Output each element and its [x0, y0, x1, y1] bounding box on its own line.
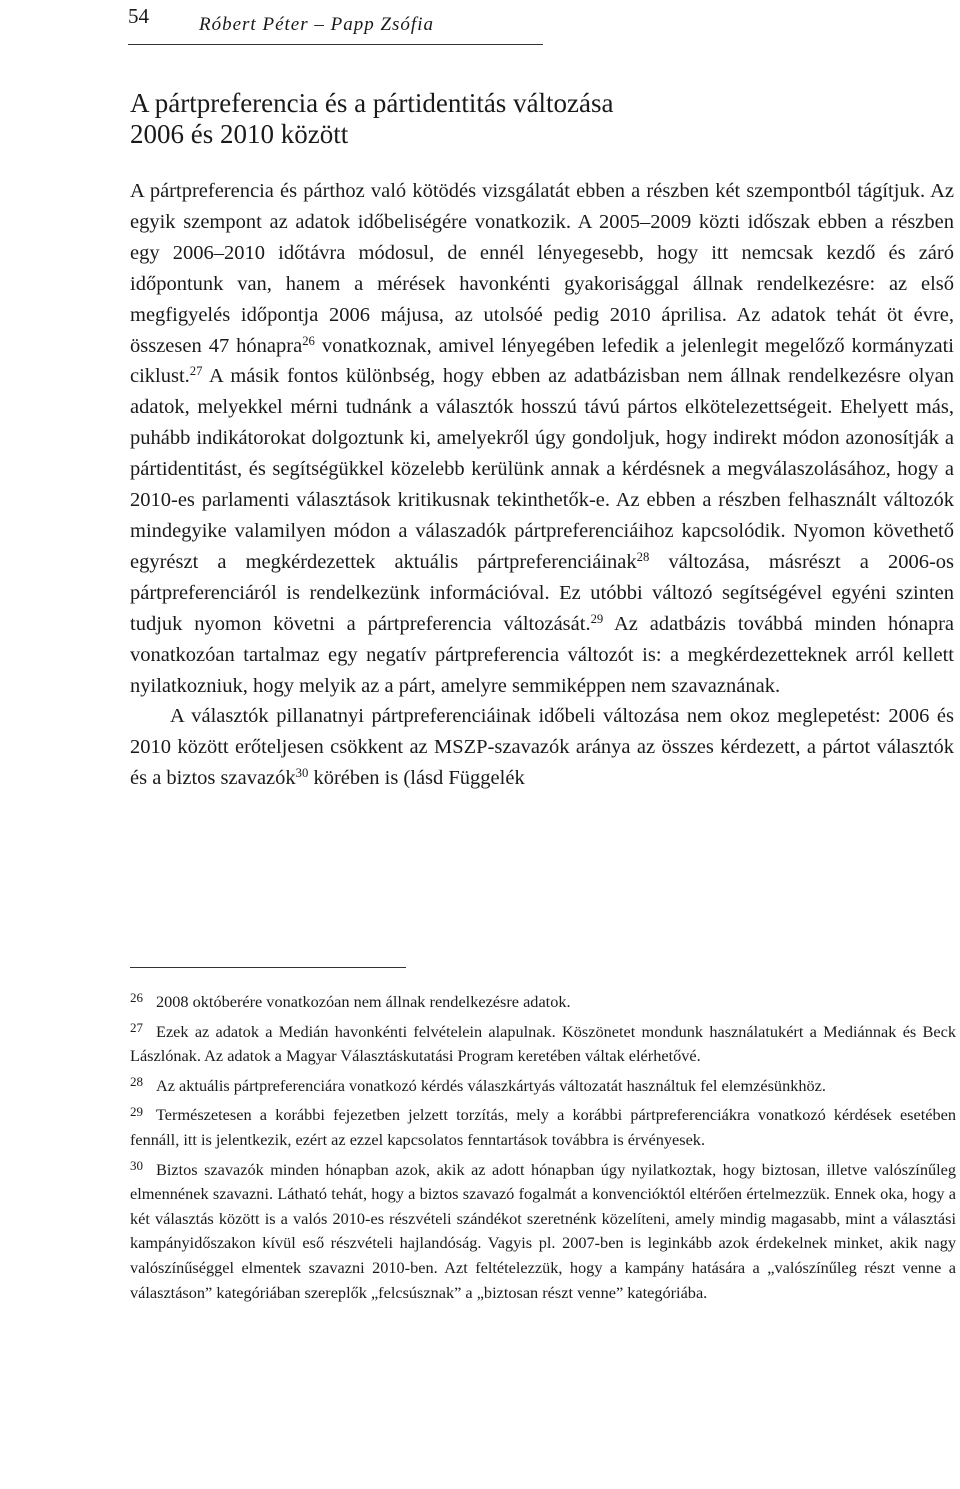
paragraph-text: A pártpreferencia és párthoz való kötödés vizsgálatát ebben a részben két szempontból tágítjuk. Az egyik szempont az adatok időbeliségére vonatkozik. A 2005–2009 közti időszak ebben a részben egy 2006–2010 időtávra módosul, de ennél lényegesebb, hogy itt nemcsak kezdő és záró időpontunk van, hanem a mérések havonkénti gyakorisággal állnak rendelkezésre: az első megfigyelés időpontja 2006 májusa, az utolsóé pedig 2010 áprilisa. Az adatok tehát öt évre, összesen 47 hónapra — [130, 180, 954, 357]
footnote-27: 27 Ezek az adatok a Medián havonkénti felvételein alapulnak. Köszönetet mondunk használatukért a Mediánnak és Beck Lászlónak. Az adatok a Magyar Választáskutatási Program keretében váltak elérhetővé. — [130, 1020, 956, 1066]
footnote-ref-29[interactable]: 29 — [590, 611, 604, 626]
footnote-ref-28[interactable]: 28 — [636, 549, 650, 564]
footnotes — [130, 990, 956, 1310]
paragraph-text: vonatkoznak, amivel lényegében lefedik a jelenlegit megelőző kormányzati ciklust. — [130, 334, 954, 388]
section-title-line-1: A pártpreferencia és a pártidentitás változása — [130, 88, 614, 118]
footnote-ref-26[interactable]: 26 — [302, 333, 315, 348]
paragraph-2 — [130, 701, 954, 794]
footnote-text: Biztos szavazók minden hónapban azok, akik az adott hónapban úgy nyilatkoztak, hogy biztosan, illetve valószínűleg elmennének szavazni. Látható tehát, hogy a biztos szavazó fogalmát a konvencióktól eltérően értelmezzük. Ennek oka, hogy a két választás között is a valós 2010-es részvételi szándékot szeretnénk közelíteni, amely mindig magasabb, mint a választási kampányidőszakon kívül eső részvételi hajlandóság. Vagyis pl. 2007-ben is leginkább azok érdekelnek minket, akik nagy valószínűséggel elmentek szavazni 2010-ben. Azt feltételezzük, hogy a kampány hatására a „valószínűleg részt venne a választáson” kategóriában szereplők „felcsúsznak” a „biztosan részt venne” kategóriába. — [130, 1159, 956, 1302]
footnote-29: 29 Természetesen a korábbi fejezetben jelzett torzítás, mely a korábbi pártpreferenciákra vonatkozó kérdések esetében fennáll, itt is jelentkezik, ezért az ezzel kapcsolatos fenntartások továbbra is érvényesek. — [130, 1103, 956, 1149]
footnote-28: 28 Az aktuális pártpreferenciára vonatkozó kérdés válaszkártyás változatát használtuk fel elemzésünkhöz. — [130, 1074, 826, 1095]
body-text — [130, 176, 954, 794]
running-head: Róbert Péter – Papp Zsófia — [199, 14, 434, 35]
page-number: 54 — [128, 4, 149, 28]
paragraph-text: A másik fontos különbség, hogy ebben az adatbázisban nem állnak rendelkezésre olyan adatok, melyekkel mérni tudnánk a választók hosszú távú pártos elkötelezettségeit. Ehelyett más, puhább indikátorokat dolgoztunk ki, amelyekről úgy gondoljuk, hogy indirekt módon azonosítják a pártidentitást, és segítségükkel közelebb kerülünk annak a kérdésnek a megválaszolásához, hogy a 2010-es parlamenti választások kritikusnak tekinthetők-e. Az ebben a részben felhasznált változók mindegyike valamilyen módon a válaszadók pártpreferenciáihoz kapcsolódik. Nyomon követhető egyrészt a megkérdezettek aktuális pártpreferenciáinak — [130, 365, 954, 573]
paragraph-1 — [130, 176, 954, 701]
section-title — [130, 88, 830, 150]
footnote-text: Az aktuális pártpreferenciára vonatkozó kérdés válaszkártyás változatát használtuk fel elemzésünkhöz. — [156, 1075, 826, 1095]
paragraph-text: A választók pillanatnyi pártpreferenciáinak időbeli változása nem okoz meglepetést: 2006 és 2010 között erőteljesen csökkent az MSZP-szavazók aránya az összes kérdezett, a pártot választók és a biztos szavazók — [130, 705, 954, 790]
section-title-line-2: 2006 és 2010 között — [130, 119, 349, 149]
footnote-text: Ezek az adatok a Medián havonkénti felvételein alapulnak. Köszönetet mondunk használatukért a Mediánnak és Beck Lászlónak. Az adatok a Magyar Választáskutatási Program keretében váltak elérhetővé. — [130, 1021, 956, 1066]
paragraph-text: körében is (lásd Függelék — [308, 767, 525, 790]
footnote-30: 30 Biztos szavazók minden hónapban azok, akik az adott hónapban úgy nyilatkoztak, hogy biztosan, illetve valószínűleg elmennének szavazni. Látható tehát, hogy a biztos szavazó fogalmát a konvencióktól eltérően értelmezzük. Ennek oka, hogy a két választás között is a valós 2010-es részvételi szándékot szeretnénk közelíteni, amely mindig magasabb, mint a választási kampányidőszakon kívül eső részvételi hajlandóság. Vagyis pl. 2007-ben is leginkább azok érdekelnek minket, akik nagy valószínűséggel elmentek szavazni 2010-ben. Azt feltételezzük, hogy a kampány hatására a „valószínűleg részt venne a választáson” kategóriában szereplők „felcsúsznak” a „biztosan részt venne” kategóriába. — [130, 1158, 956, 1302]
footnote-divider — [130, 967, 406, 968]
footnote-ref-30[interactable]: 30 — [295, 766, 309, 781]
footnote-26: 26 2008 októberére vonatkozóan nem állnak rendelkezésre adatok. — [130, 990, 571, 1011]
footnote-ref-27[interactable]: 27 — [189, 364, 203, 379]
footnote-text: 2008 októberére vonatkozóan nem állnak rendelkezésre adatok. — [156, 992, 571, 1011]
paragraph-text: Az adatbázis továbbá minden hónapra vonatkozóan tartalmaz egy negatív pártpreferencia változót is: a megkérdezetteknek arról kellett nyilatkozniuk, hogy melyik az a párt, amelyre semmiképpen nem szavaznának. — [130, 612, 954, 697]
page-header — [128, 0, 543, 45]
footnote-text: Természetesen a korábbi fejezetben jelzett torzítás, mely a korábbi pártpreferenciákra vonatkozó kérdések esetében fennáll, itt is jelentkezik, ezért az ezzel kapcsolatos fenntartások továbbra is érvényesek. — [130, 1105, 956, 1149]
paragraph-text: változása, másrészt a 2006-os pártpreferenciáról is rendelkezünk információval. Ez utóbbi változó segítségével egyéni szinten tudjuk nyomon követni a pártpreferencia változását. — [130, 550, 954, 635]
